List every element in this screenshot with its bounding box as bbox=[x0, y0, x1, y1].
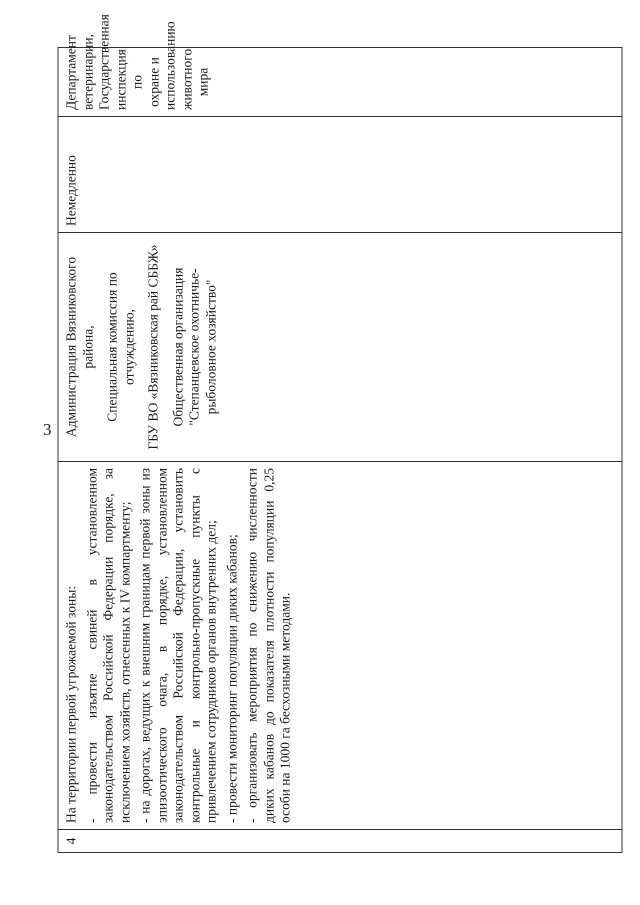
table-row bbox=[58, 48, 622, 853]
executor-hunting-org: Общественная организация "Степанцевское охотничье-рыболовное хозяйство" bbox=[170, 267, 218, 427]
measures-table bbox=[58, 14, 623, 853]
measures-intro: На территории первой угрожаемой зоны: bbox=[63, 585, 79, 823]
measures-cell bbox=[58, 462, 622, 830]
measure-item-checkpoints: - на дорогах, ведущих к внешним границам первой зоны из эпизоотического очага, в порядке, установленном законодательством Российской Федерации, установить контрольные и контрольно-пропускные пункты с привлечением сотрудников органов внутренних дел; bbox=[137, 468, 219, 823]
executors-cell bbox=[58, 233, 622, 462]
measure-item-population-reduction: - организовать мероприятия по снижению численности диких кабанов до показателя плотности популяции 0,25 особи на 1000 га бесхозными методами. bbox=[244, 468, 293, 823]
measure-item-monitoring: - провести мониторинг популяции диких кабанов; bbox=[224, 534, 239, 823]
executor-administration: Администрация Вязниковского района, bbox=[63, 256, 95, 438]
executor-vet-station: ГБУ ВО «Вязниковская рай СББЖ» bbox=[145, 244, 161, 450]
control-cell: Департамент ветеринарии, Государственная инспекция по охране и использованию животного мира bbox=[58, 48, 622, 117]
term-cell: Немедленно bbox=[58, 117, 622, 233]
row-number-cell: 4 bbox=[58, 830, 622, 853]
rotated-table-container bbox=[58, 14, 623, 853]
measure-item-seizure: - провести изъятие свиней в установленном законодательством Российской Федерации порядке, за исключением хозяйств, отнесенных к IV компартменту; bbox=[84, 468, 132, 823]
page-number: 3 bbox=[43, 420, 52, 439]
executor-commission: Специальная комиссия по отчуждению, bbox=[104, 272, 136, 422]
